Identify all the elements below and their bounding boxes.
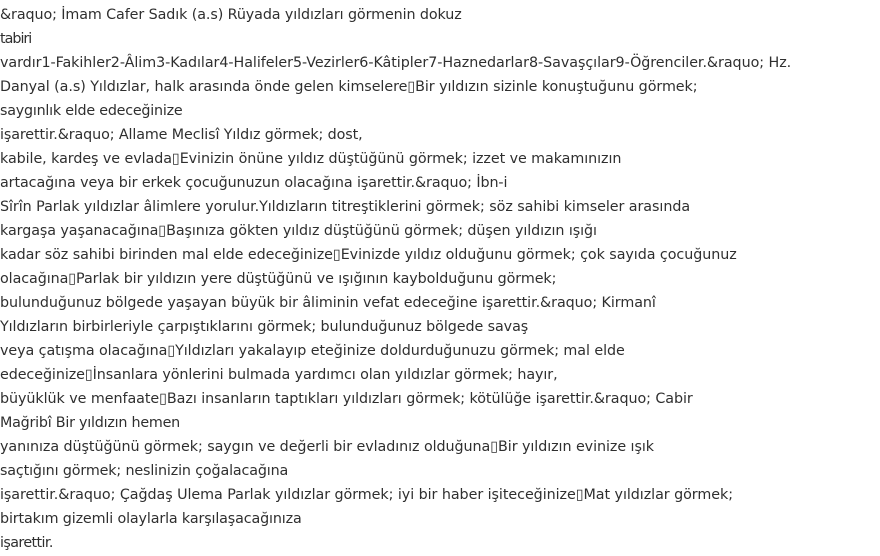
text-line: saygınlık elde edeceğinize [0,103,183,119]
text-line: işarettir. [0,535,53,551]
text-line: kargaşa yaşanacağına▯Başınıza gökten yıldız düştüğünü görmek; düşen yıldızın ışığı [0,223,597,239]
text-line: tabiri [0,31,32,47]
text-line: birtakım gizemli olaylarla karşılaşacağınıza [0,511,302,527]
text-line: Mağribî Bir yıldızın hemen [0,415,180,431]
text-line: &raquo; İmam Cafer Sadık (a.s) Rüyada yıldızları görmenin dokuz [0,7,462,23]
text-line: yanınıza düştüğünü görmek; saygın ve değerli bir evladınız olduğuna▯Bir yıldızın evinize ışık [0,439,654,455]
text-line: Sîrîn Parlak yıldızlar âlimlere yorulur.Yıldızların titreştiklerini görmek; söz sahibi kimseler arasında [0,199,691,215]
text-line: olacağına▯Parlak bir yıldızın yere düştüğünü ve ışığının kaybolduğunu görmek; [0,271,557,287]
text-line: vardır1-Fakihler2-Âlim3-Kadılar4-Halifeler5-Vezirler6-Kâtipler7-Haznedarlar8-Savaşçılar9-Öğrenciler.&raquo; Hz. [0,55,792,71]
text-line: veya çatışma olacağına▯Yıldızları yakalayıp eteğinize doldurduğunuzu görmek; mal elde [0,343,625,359]
text-line: Danyal (a.s) Yıldızlar, halk arasında önde gelen kimselere▯Bir yıldızın sizinle konuştuğunu görmek; [0,79,698,95]
dream-interpretation-text [0,3,880,555]
text-line: saçtığını görmek; neslinizin çoğalacağına [0,463,289,479]
text-line: bulunduğunuz bölgede yaşayan büyük bir âliminin vefat edeceğine işarettir.&raquo; Kirmanî [0,295,656,311]
text-line: işarettir.&raquo; Allame Meclisî Yıldız görmek; dost, [0,127,363,143]
text-line: işarettir.&raquo; Çağdaş Ulema Parlak yıldızlar görmek; iyi bir haber işiteceğinize▯Mat yıldızlar görmek; [0,487,733,503]
text-line: artacağına veya bir erkek çocuğunuzun olacağına işarettir.&raquo; İbn-i [0,175,508,191]
text-line: edeceğinize▯İnsanlara yönlerini bulmada yardımcı olan yıldızlar görmek; hayır, [0,367,558,383]
text-line: Yıldızların birbirleriyle çarpıştıklarını görmek; bulunduğunuz bölgede savaş [0,319,529,335]
text-line: kadar söz sahibi birinden mal elde edeceğinize▯Evinizde yıldız olduğunu görmek; çok sayıda çocuğunuz [0,247,737,263]
text-line: kabile, kardeş ve evlada▯Evinizin önüne yıldız düştüğünü görmek; izzet ve makamınızın [0,151,622,167]
text-line: büyüklük ve menfaate▯Bazı insanların taptıkları yıldızları görmek; kötülüğe işarettir.&raquo; Cabir [0,391,693,407]
